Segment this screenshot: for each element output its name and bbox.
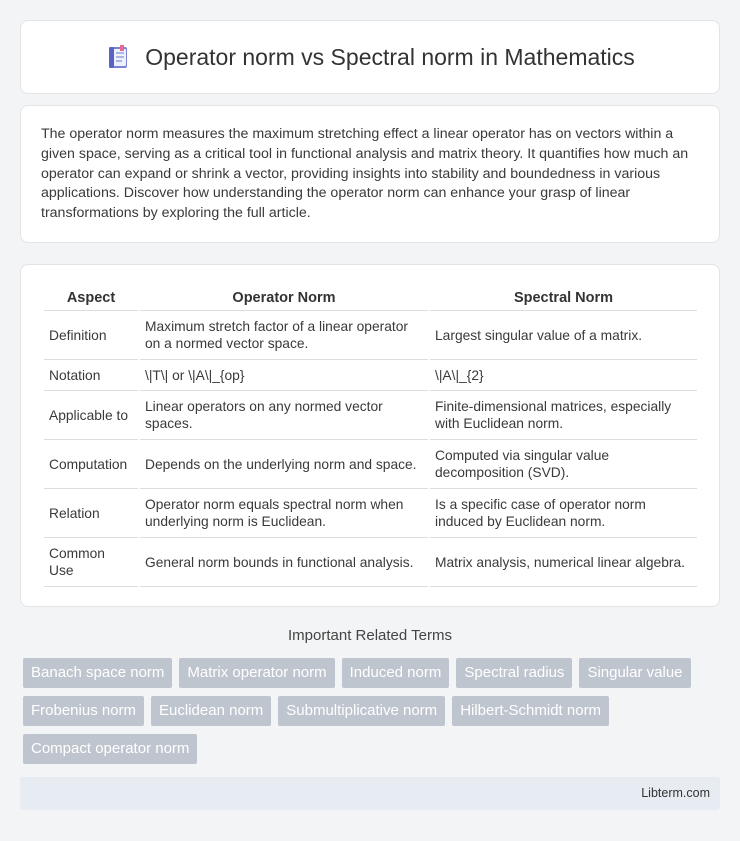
row-spectral-norm: \|A\|_{2} (430, 360, 697, 391)
row-aspect: Notation (44, 360, 138, 391)
related-term-tag[interactable]: Hilbert-Schmidt norm (452, 696, 609, 726)
footer-site-link[interactable]: Libterm.com (641, 786, 710, 800)
row-operator-norm: Linear operators on any normed vector spaces. (140, 391, 428, 440)
related-terms-list (23, 658, 713, 764)
intro-text: The operator norm measures the maximum stretching effect a linear operator has on vectors within a given space, serving as a critical tool in functional analysis and matrix theory. It quantifies how much an operator can expand or shrink a vector, providing insights into stability and boundedness in various applications. Discover how understanding the operator norm can enhance your grasp of linear transformations by exploring the full article. (41, 126, 689, 222)
row-spectral-norm: Matrix analysis, numerical linear algebra. (430, 538, 697, 587)
related-term-tag[interactable]: Compact operator norm (23, 734, 197, 764)
row-spectral-norm: Finite-dimensional matrices, especially with Euclidean norm. (430, 391, 697, 440)
header-operator-norm: Operator Norm (140, 285, 428, 311)
comparison-table-card (20, 264, 720, 607)
row-operator-norm: Depends on the underlying norm and space. (140, 440, 428, 489)
row-aspect: Common Use (44, 538, 138, 587)
related-term-tag[interactable]: Submultiplicative norm (278, 696, 445, 726)
header-aspect: Aspect (44, 285, 138, 311)
book-icon (105, 44, 131, 70)
comparison-table (42, 285, 699, 587)
table-header-row (44, 285, 697, 311)
row-spectral-norm: Computed via singular value decomposition (SVD). (430, 440, 697, 489)
row-operator-norm: General norm bounds in functional analysis. (140, 538, 428, 587)
row-operator-norm: Operator norm equals spectral norm when underlying norm is Euclidean. (140, 489, 428, 538)
table-row (44, 311, 697, 360)
row-aspect: Computation (44, 440, 138, 489)
related-terms-title: Important Related Terms (288, 627, 452, 644)
related-term-tag[interactable]: Spectral radius (456, 658, 572, 688)
related-term-tag[interactable]: Banach space norm (23, 658, 172, 688)
row-operator-norm: Maximum stretch factor of a linear operator on a normed vector space. (140, 311, 428, 360)
row-aspect: Definition (44, 311, 138, 360)
related-term-tag[interactable]: Induced norm (342, 658, 450, 688)
table-row (44, 360, 697, 391)
row-operator-norm: \|T\| or \|A\|_{op} (140, 360, 428, 391)
row-spectral-norm: Largest singular value of a matrix. (430, 311, 697, 360)
header-card (20, 20, 720, 94)
row-aspect: Applicable to (44, 391, 138, 440)
row-aspect: Relation (44, 489, 138, 538)
related-term-tag[interactable]: Singular value (579, 658, 690, 688)
table-row (44, 391, 697, 440)
table-row (44, 440, 697, 489)
related-term-tag[interactable]: Euclidean norm (151, 696, 271, 726)
table-row (44, 489, 697, 538)
page-title: Operator norm vs Spectral norm in Mathematics (145, 43, 635, 70)
footer (20, 777, 720, 810)
related-term-tag[interactable]: Matrix operator norm (179, 658, 334, 688)
related-term-tag[interactable]: Frobenius norm (23, 696, 144, 726)
row-spectral-norm: Is a specific case of operator norm induced by Euclidean norm. (430, 489, 697, 538)
table-row (44, 538, 697, 587)
intro-card (20, 105, 720, 243)
header-spectral-norm: Spectral Norm (430, 285, 697, 311)
